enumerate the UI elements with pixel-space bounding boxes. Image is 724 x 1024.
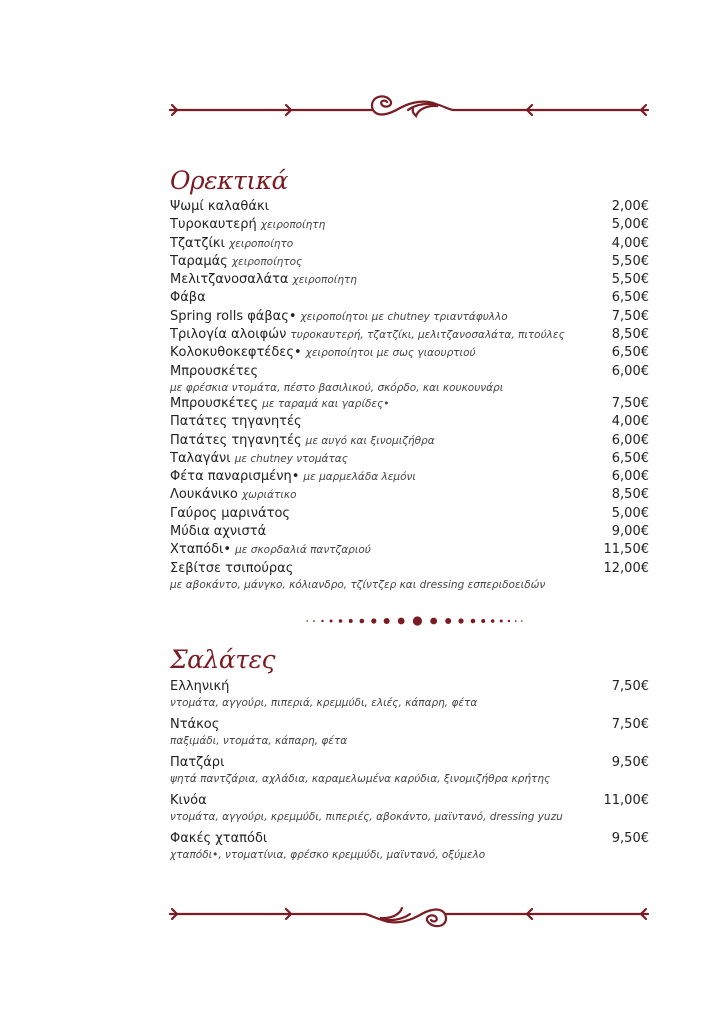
dot bbox=[445, 618, 451, 624]
menu-item bbox=[170, 395, 649, 413]
item-price: 6,50€ bbox=[611, 345, 649, 361]
item-price: 6,50€ bbox=[611, 290, 649, 306]
item-name: Μελιτζανοσαλάτα bbox=[170, 272, 289, 288]
item-description: χειροποίητος bbox=[231, 255, 303, 268]
appetizers-list bbox=[170, 198, 649, 592]
dot bbox=[413, 616, 422, 625]
item-name: Μύδια αχνιστά bbox=[170, 524, 267, 540]
item-name: Λουκάνικο bbox=[170, 487, 238, 503]
dot bbox=[398, 618, 405, 625]
item-description: χειροποίητη bbox=[292, 274, 357, 287]
item-price: 12,00€ bbox=[603, 560, 649, 576]
dot bbox=[313, 620, 315, 622]
menu-item bbox=[170, 413, 649, 431]
item-description: χειροποίητοι με chutney τριαντάφυλλο bbox=[300, 310, 508, 323]
dot bbox=[521, 620, 523, 622]
item-description: χωριάτικο bbox=[241, 489, 297, 502]
salads-list bbox=[170, 678, 649, 868]
item-name: Ελληνική bbox=[170, 679, 230, 694]
item-name: Μπρουσκέτες bbox=[170, 363, 259, 379]
item-name: Τριλογία αλοιφών bbox=[170, 327, 287, 343]
top-ornament-divider bbox=[168, 94, 650, 124]
item-price: 9,50€ bbox=[611, 755, 649, 770]
item-name: Μπρουσκέτες bbox=[170, 395, 259, 411]
dot bbox=[360, 619, 365, 624]
menu-item bbox=[170, 468, 649, 486]
dot bbox=[458, 618, 463, 623]
item-name: Spring rolls φάβας• bbox=[170, 308, 297, 324]
item-price: 4,00€ bbox=[611, 235, 649, 251]
dot bbox=[515, 620, 517, 622]
item-name: Ντάκος bbox=[170, 717, 220, 732]
item-description: με αυγό και ξινομιζήθρα bbox=[305, 434, 435, 447]
dot bbox=[384, 618, 390, 624]
menu-item bbox=[170, 523, 649, 541]
item-name: Ταραμάς bbox=[170, 253, 228, 269]
dot bbox=[508, 620, 510, 622]
menu-item bbox=[170, 560, 649, 592]
menu-item bbox=[170, 754, 649, 788]
menu-item bbox=[170, 198, 649, 216]
item-name: Πατζάρι bbox=[170, 755, 225, 770]
dot bbox=[430, 618, 437, 625]
dot bbox=[471, 619, 476, 624]
item-description: χειροποίητο bbox=[228, 237, 294, 250]
item-description: χειροποίητη bbox=[260, 219, 326, 232]
item-name: Πατάτες τηγανητές bbox=[170, 432, 302, 448]
item-description: ντομάτα, αγγούρι, πιπεριά, κρεμμύδι, ελιές, κάπαρη, φέτα bbox=[170, 697, 478, 709]
item-price: 4,00€ bbox=[611, 414, 649, 430]
menu-item bbox=[170, 271, 649, 289]
item-price: 5,50€ bbox=[611, 272, 649, 288]
menu-item bbox=[170, 308, 649, 326]
item-price: 7,50€ bbox=[611, 679, 649, 694]
item-price: 6,00€ bbox=[611, 432, 649, 448]
item-price: 6,00€ bbox=[611, 469, 649, 485]
dot bbox=[500, 620, 503, 623]
item-price: 5,50€ bbox=[611, 253, 649, 269]
dot bbox=[371, 618, 376, 623]
item-description: με σκορδαλιά παντζαριού bbox=[235, 544, 371, 557]
menu-item bbox=[170, 792, 649, 826]
item-description: τυροκαυτερή, τζατζίκι, μελιτζανοσαλάτα, πιτούλες bbox=[290, 329, 565, 342]
item-name: Φάβα bbox=[170, 290, 206, 306]
item-price: 7,50€ bbox=[611, 717, 649, 732]
item-price: 6,00€ bbox=[611, 363, 649, 379]
item-description: χταπόδι•, ντοματίνια, φρέσκο κρεμμύδι, μαϊντανό, οξύμελο bbox=[170, 849, 486, 861]
dots-divider bbox=[300, 613, 524, 629]
item-name: Τζατζίκι bbox=[170, 235, 225, 251]
item-name: Χταπόδι• bbox=[170, 542, 232, 558]
item-name: Πατάτες τηγανητές bbox=[170, 414, 302, 430]
item-description: με ταραμά και γαρίδες• bbox=[262, 397, 390, 410]
menu-item bbox=[170, 344, 649, 362]
item-description: παξιμάδι, ντομάτα, κάπαρη, φέτα bbox=[170, 735, 348, 747]
menu-item bbox=[170, 235, 649, 253]
item-description: με chutney ντομάτας bbox=[234, 452, 348, 465]
item-price: 8,50€ bbox=[611, 327, 649, 343]
bottom-ornament-divider bbox=[168, 898, 650, 928]
menu-item bbox=[170, 716, 649, 750]
item-price: 5,00€ bbox=[611, 217, 649, 233]
item-name: Γαύρος μαρινάτος bbox=[170, 505, 291, 521]
item-description: χειροποίητοι με σως γιαουρτιού bbox=[305, 347, 476, 360]
menu-item bbox=[170, 289, 649, 307]
menu-item bbox=[170, 678, 649, 712]
item-name: Κολοκυθοκεφτέδες• bbox=[170, 345, 302, 361]
item-price: 9,50€ bbox=[611, 831, 649, 846]
dot bbox=[339, 619, 343, 623]
item-name: Φακές χταπόδι bbox=[170, 831, 268, 846]
item-name: Ταλαγάνι bbox=[170, 450, 231, 466]
item-price: 11,50€ bbox=[603, 542, 649, 558]
menu-item bbox=[170, 505, 649, 523]
item-description: με μαρμελάδα λεμόνι bbox=[303, 471, 416, 484]
dot bbox=[306, 620, 308, 622]
item-name: Τυροκαυτερή bbox=[170, 217, 257, 233]
menu-item bbox=[170, 326, 649, 344]
menu-item bbox=[170, 363, 649, 395]
item-description: με φρέσκια ντομάτα, πέστο βασιλικού, σκόρδο, και κουκουνάρι bbox=[170, 381, 504, 394]
item-description: με αβοκάντο, μάνγκο, κόλιανδρο, τζίντζερ και dressing εσπεριδοειδών bbox=[170, 578, 546, 591]
menu-item bbox=[170, 253, 649, 271]
menu-item bbox=[170, 216, 649, 234]
item-name: Ψωμί καλαθάκι bbox=[170, 199, 269, 214]
section-title-appetizers: Ορεκτικά bbox=[170, 166, 288, 195]
dot bbox=[330, 620, 333, 623]
item-price: 7,50€ bbox=[611, 395, 649, 411]
menu-item bbox=[170, 450, 649, 468]
item-description: ντομάτα, αγγούρι, κρεμμύδι, πιπεριές, αβοκάντο, μαϊντανό, dressing yuzu bbox=[170, 811, 563, 823]
item-price: 7,50€ bbox=[611, 308, 649, 324]
item-price: 5,00€ bbox=[611, 505, 649, 521]
item-name: Κινόα bbox=[170, 793, 207, 808]
menu-item bbox=[170, 541, 649, 559]
menu-item bbox=[170, 486, 649, 504]
dot bbox=[321, 620, 323, 622]
item-price: 2,00€ bbox=[611, 199, 649, 214]
item-price: 9,00€ bbox=[611, 524, 649, 540]
item-name: Σεβίτσε τσιπούρας bbox=[170, 560, 294, 576]
dot bbox=[481, 619, 485, 623]
dot bbox=[491, 619, 495, 623]
item-price: 11,00€ bbox=[603, 793, 649, 808]
section-title-salads: Σαλάτες bbox=[170, 645, 276, 674]
item-name: Φέτα παναρισμένη• bbox=[170, 469, 300, 485]
item-description: ψητά παντζάρια, αχλάδια, καραμελωμένα καρύδια, ξινομιζήθρα κρήτης bbox=[170, 773, 551, 785]
item-price: 6,50€ bbox=[611, 450, 649, 466]
menu-item bbox=[170, 432, 649, 450]
item-price: 8,50€ bbox=[611, 487, 649, 503]
dot bbox=[349, 619, 353, 623]
menu-item bbox=[170, 830, 649, 864]
